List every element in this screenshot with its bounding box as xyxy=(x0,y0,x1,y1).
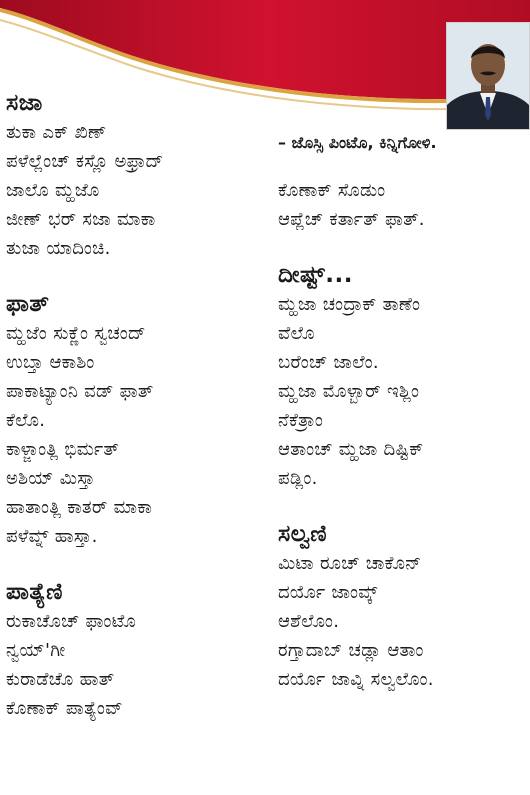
left-column xyxy=(6,88,268,749)
poem-line: ಪಳೆವ್ನ್ ಹಾಸ್ತಾ. xyxy=(6,526,98,547)
poem-line: ಆಶೆಲೊಂ. xyxy=(278,611,340,632)
poem-line: ಅಶಿಯ್ ಮಿಸ್ತಾ xyxy=(6,468,96,489)
poem-line: ಉಬ್ತಾ ಆಕಾಶಿಂ xyxy=(6,352,95,373)
poem-line: ಕುರಾಡೆಚೊ ಹಾತ್ xyxy=(6,669,115,690)
right-column xyxy=(278,128,528,720)
poem-line: ಕೊಣಾಕ್ ಪಾತ್ಯೆಂವ್ xyxy=(6,698,123,719)
poem-line: ಹಾತಾಂತ್ಲಿ ಕಾತರ್ ಮಾಕಾ xyxy=(6,497,153,518)
poem-line: ವೆಲೊ xyxy=(278,323,315,344)
poem-block xyxy=(6,88,268,263)
author-portrait-icon xyxy=(447,23,529,129)
poem-line: ಜೀಣ್ ಭರ್ ಸಜಾ ಮಾಕಾ xyxy=(6,209,156,230)
poem-title: ಸಜಾ xyxy=(6,90,43,116)
poem-line: ತುಜಾ ಯಾದಿಂಚಿ. xyxy=(6,238,111,259)
poem-line: ನ್ವಯ್'ಗೀ xyxy=(6,640,66,661)
poem-line: ಬರೆಂಚ್ ಜಾಲೆಂ. xyxy=(278,352,379,373)
poem-line: ತುಕಾ ಎಕ್ ಖಿಣ್ xyxy=(6,122,107,143)
poem-title: ಫಾತ್ xyxy=(6,291,50,317)
author-photo xyxy=(446,22,530,130)
poem-title: ಸಲ್ವಣಿ xyxy=(278,521,328,547)
poem-line: ಜಾಲೊ ಮ್ಹಜೊ xyxy=(6,180,100,201)
poem-line: ಆತಾಂಚ್ ಮ್ಹಜಾ ದಿಷ್ಟಿಕ್ xyxy=(278,439,424,460)
poem-line: ಕಾಳ್ಜಾಂತ್ಲಿ ಭಿರ್ಮತ್ xyxy=(6,439,120,460)
poem-line: ಮ್ಹಜೆಂ ಸುಕ್ಣೆಂ ಸ್ವಚಂದ್ xyxy=(6,323,146,344)
poem-block xyxy=(278,260,528,493)
poem-line: ರುಕಾಚೊಚ್ ಫಾಂಟೊ xyxy=(6,611,137,632)
poem-line: ಪಡ್ಲಿಂ. xyxy=(278,468,318,489)
poem-line: ದರ್ಯೊ ಜಾಂವ್ಕ್ xyxy=(278,582,378,603)
poem-title: ದೀಷ್ಟ್... xyxy=(278,262,353,288)
poem-title: ಪಾತ್ಯೆಣಿ xyxy=(6,579,63,605)
poem-line: ನೆಕೆತ್ರಾಂ xyxy=(278,410,324,431)
poem-line: ಮ್ಹಜಾ ಮೊಳ್ಬಾರ್ ಇಶ್ಲಿಂ xyxy=(278,381,420,402)
poem-line: ಕೆಲೊ. xyxy=(6,410,46,431)
poem-line: ಆಪ್ಲೆಚ್ ಕರ್ತಾತ್ ಫಾತ್. xyxy=(278,209,425,230)
poem-line: ಪಾಕಾಟ್ಯಾಂನಿ ವಡ್ ಫಾತ್ xyxy=(6,381,154,402)
poem-line: ಮಿಟಾ ರೂಚ್ ಚಾಕೊನ್ xyxy=(278,553,422,574)
poem-block xyxy=(6,289,268,551)
poem-block xyxy=(278,176,528,234)
poem-line: ಪಳೆಲ್ಲೆಂಚ್ ಕಸ್ಲೊ ಅಫ್ರಾದ್ xyxy=(6,151,164,172)
poem-line: ಮ್ಹಜಾ ಚಂದ್ರಾಕ್ ತಾಣೆಂ xyxy=(278,294,421,315)
author-credit: – ಜೊಸ್ಸಿ ಪಿಂಟೊ, ಕಿನ್ನಿಗೋಳಿ. xyxy=(278,133,437,152)
poem-block xyxy=(278,519,528,694)
poem-line: ಕೊಣಾಕ್ ಸೊಡುಂ xyxy=(278,180,386,201)
poem-line: ರಗ್ತಾದಾಬ್ ಚಡ್ಲಾ ಆತಾಂ xyxy=(278,640,424,661)
poem-block xyxy=(6,577,268,723)
poem-line: ದರ್ಯೊ ಜಾವ್ನಿ ಸಲ್ವಲೊಂ. xyxy=(278,669,434,690)
